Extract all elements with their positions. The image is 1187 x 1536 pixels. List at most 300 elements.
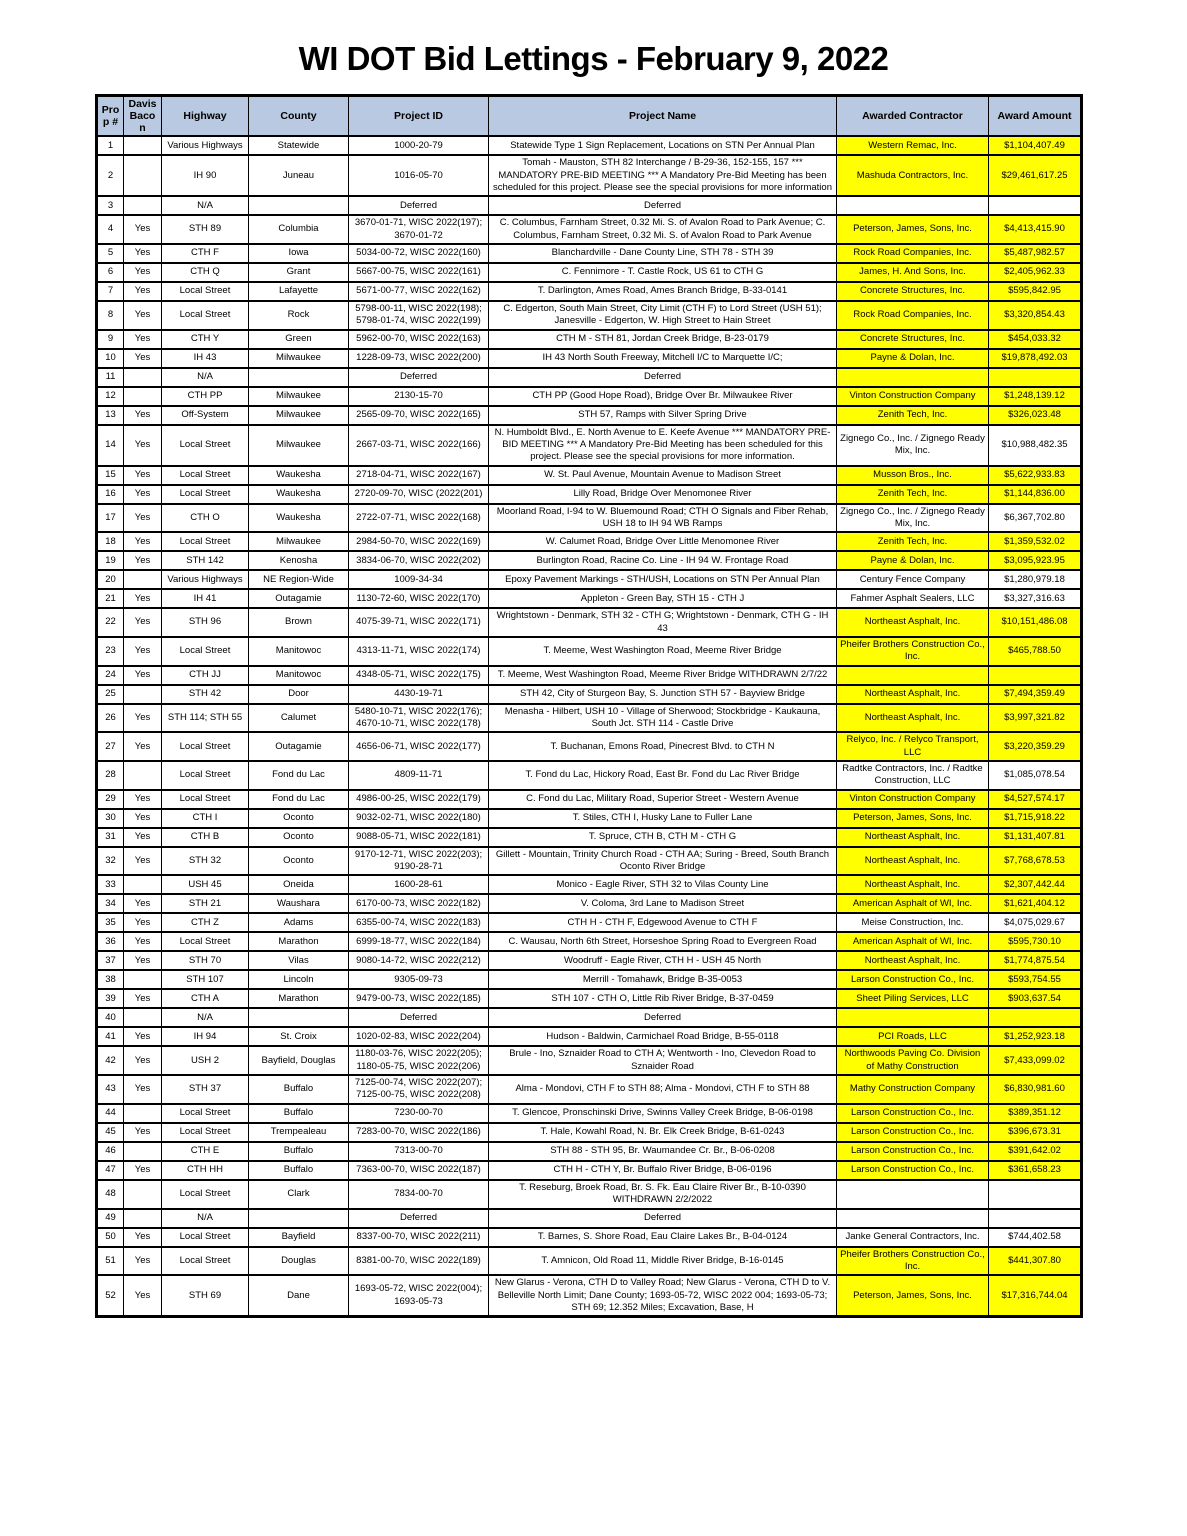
awarded-contractor-cell: Western Remac, Inc.	[837, 136, 989, 155]
highway-cell: STH 89	[162, 215, 249, 244]
county-cell: Fond du Lac	[249, 790, 349, 809]
award-amount-cell: $1,248,139.12	[989, 387, 1082, 406]
awarded-contractor-cell	[837, 368, 989, 387]
project-name-cell: C. Edgerton, South Main Street, City Limit (CTH F) to Lord Street (USH 51); Janesville - Edgerton, W. High Street to Hain Street	[489, 301, 837, 330]
award-amount-cell: $454,033.32	[989, 330, 1082, 349]
county-cell: Iowa	[249, 244, 349, 263]
project-id-cell: 9305-09-73	[349, 970, 489, 989]
award-amount-cell: $7,768,678.53	[989, 847, 1082, 876]
project-name-cell: STH 88 - STH 95, Br. Waumandee Cr. Br., B-06-0208	[489, 1142, 837, 1161]
award-amount-cell: $3,997,321.82	[989, 704, 1082, 733]
county-cell	[249, 196, 349, 215]
highway-cell: USH 45	[162, 875, 249, 894]
awarded-contractor-cell: Northeast Asphalt, Inc.	[837, 847, 989, 876]
awarded-contractor-cell: Fahmer Asphalt Sealers, LLC	[837, 589, 989, 608]
awarded-contractor-cell: Vinton Construction Company	[837, 790, 989, 809]
project-id-cell: Deferred	[349, 368, 489, 387]
awarded-contractor-cell: Rock Road Companies, Inc.	[837, 301, 989, 330]
project-name-cell: Deferred	[489, 196, 837, 215]
davis-bacon-cell: Yes	[124, 406, 162, 425]
project-name-cell: STH 42, City of Sturgeon Bay, S. Junction STH 57 - Bayview Bridge	[489, 685, 837, 704]
davis-bacon-cell: Yes	[124, 704, 162, 733]
project-name-cell: New Glarus - Verona, CTH D to Valley Road; New Glarus - Verona, CTH D to V. Belleville North Limit; Dane County; 1693-05-72, WISC 2022 004; 1693-05-73; STH 69; 12.352 Miles; Excavation, Base, H	[489, 1275, 837, 1317]
davis-bacon-cell: Yes	[124, 732, 162, 761]
project-name-cell: Tomah - Mauston, STH 82 Interchange / B-29-36, 152-155, 157 *** MANDATORY PRE-BID MEETING *** A Mandatory Pre-Bid Meeting has been scheduled for this project. Please see the special provisions for more information	[489, 155, 837, 196]
county-cell: Dane	[249, 1275, 349, 1317]
project-id-cell: 1693-05-72, WISC 2022(004); 1693-05-73	[349, 1275, 489, 1317]
county-cell: Trempealeau	[249, 1123, 349, 1142]
table-row	[97, 466, 1082, 485]
project-id-cell: 2565-09-70, WISC 2022(165)	[349, 406, 489, 425]
project-name-cell: T. Fond du Lac, Hickory Road, East Br. Fond du Lac River Bridge	[489, 761, 837, 790]
award-amount-cell: $5,487,982.57	[989, 244, 1082, 263]
highway-cell: CTH PP	[162, 387, 249, 406]
county-cell: Manitowoc	[249, 666, 349, 685]
table-row	[97, 828, 1082, 847]
awarded-contractor-cell	[837, 666, 989, 685]
project-name-cell: Merrill - Tomahawk, Bridge B-35-0053	[489, 970, 837, 989]
award-amount-cell: $2,307,442.44	[989, 875, 1082, 894]
award-amount-cell: $3,095,923.95	[989, 551, 1082, 570]
award-amount-cell: $17,316,744.04	[989, 1275, 1082, 1317]
award-amount-cell: $1,280,979.18	[989, 570, 1082, 589]
project-name-cell: T. Meeme, West Washington Road, Meeme River Bridge	[489, 637, 837, 666]
table-row	[97, 1142, 1082, 1161]
highway-cell: Local Street	[162, 1123, 249, 1142]
davis-bacon-cell: Yes	[124, 1228, 162, 1247]
project-id-cell: Deferred	[349, 1008, 489, 1027]
award-amount-cell: $441,307.80	[989, 1247, 1082, 1276]
awarded-contractor-cell: Peterson, James, Sons, Inc.	[837, 809, 989, 828]
table-row	[97, 196, 1082, 215]
project-name-cell: T. Glencoe, Pronschinski Drive, Swinns Valley Creek Bridge, B-06-0198	[489, 1104, 837, 1123]
project-id-cell: 5480-10-71, WISC 2022(176); 4670-10-71, WISC 2022(178)	[349, 704, 489, 733]
table-row	[97, 330, 1082, 349]
davis-bacon-cell: Yes	[124, 551, 162, 570]
awarded-contractor-cell: Larson Construction Co., Inc.	[837, 1123, 989, 1142]
highway-cell: CTH O	[162, 504, 249, 533]
prop-number-cell: 49	[97, 1209, 124, 1228]
prop-number-cell: 29	[97, 790, 124, 809]
project-id-cell: 1020-02-83, WISC 2022(204)	[349, 1027, 489, 1046]
awarded-contractor-cell: Larson Construction Co., Inc.	[837, 1161, 989, 1180]
county-cell: Marathon	[249, 989, 349, 1008]
davis-bacon-cell	[124, 1008, 162, 1027]
awarded-contractor-cell	[837, 1180, 989, 1209]
table-row	[97, 215, 1082, 244]
county-cell: Waukesha	[249, 485, 349, 504]
award-amount-cell: $1,085,078.54	[989, 761, 1082, 790]
project-id-cell: 1009-34-34	[349, 570, 489, 589]
project-id-cell: 2130-15-70	[349, 387, 489, 406]
prop-number-cell: 26	[97, 704, 124, 733]
table-row	[97, 932, 1082, 951]
highway-cell: STH 37	[162, 1075, 249, 1104]
project-name-cell: Statewide Type 1 Sign Replacement, Locations on STN Per Annual Plan	[489, 136, 837, 155]
awarded-contractor-cell: Payne & Dolan, Inc.	[837, 551, 989, 570]
table-row	[97, 847, 1082, 876]
project-id-cell: 2984-50-70, WISC 2022(169)	[349, 532, 489, 551]
prop-number-cell: 47	[97, 1161, 124, 1180]
table-row	[97, 1275, 1082, 1317]
project-name-cell: CTH M - STH 81, Jordan Creek Bridge, B-23-0179	[489, 330, 837, 349]
awarded-contractor-cell: Century Fence Company	[837, 570, 989, 589]
table-row	[97, 485, 1082, 504]
project-id-cell: 5798-00-11, WISC 2022(198); 5798-01-74, WISC 2022(199)	[349, 301, 489, 330]
awarded-contractor-cell: Northeast Asphalt, Inc.	[837, 875, 989, 894]
project-name-cell: Hudson - Baldwin, Carmichael Road Bridge, B-55-0118	[489, 1027, 837, 1046]
award-amount-cell: $396,673.31	[989, 1123, 1082, 1142]
award-amount-cell: $744,402.58	[989, 1228, 1082, 1247]
davis-bacon-cell: Yes	[124, 466, 162, 485]
highway-cell: Local Street	[162, 466, 249, 485]
table-row	[97, 1075, 1082, 1104]
award-amount-cell: $1,621,404.12	[989, 894, 1082, 913]
davis-bacon-cell: Yes	[124, 637, 162, 666]
project-name-cell: Wrightstown - Denmark, STH 32 - CTH G; Wrightstown - Denmark, CTH G - IH 43	[489, 608, 837, 637]
awarded-contractor-cell: Larson Construction Co., Inc.	[837, 1104, 989, 1123]
highway-cell: STH 114; STH 55	[162, 704, 249, 733]
highway-cell: Local Street	[162, 532, 249, 551]
awarded-contractor-cell: Northeast Asphalt, Inc.	[837, 828, 989, 847]
project-name-cell: Deferred	[489, 1209, 837, 1228]
county-cell: Buffalo	[249, 1142, 349, 1161]
county-cell: Brown	[249, 608, 349, 637]
awarded-contractor-cell: Zignego Co., Inc. / Zignego Ready Mix, Inc.	[837, 425, 989, 466]
highway-cell: STH 69	[162, 1275, 249, 1317]
highway-cell: CTH Q	[162, 263, 249, 282]
highway-cell: Local Street	[162, 932, 249, 951]
highway-cell: N/A	[162, 1008, 249, 1027]
award-amount-cell: $5,622,933.83	[989, 466, 1082, 485]
award-amount-cell: $1,774,875.54	[989, 951, 1082, 970]
highway-cell: CTH I	[162, 809, 249, 828]
prop-number-cell: 1	[97, 136, 124, 155]
davis-bacon-cell	[124, 155, 162, 196]
awarded-contractor-cell: Radtke Contractors, Inc. / Radtke Construction, LLC	[837, 761, 989, 790]
highway-cell: STH 21	[162, 894, 249, 913]
project-id-cell: Deferred	[349, 1209, 489, 1228]
project-id-cell: 6170-00-73, WISC 2022(182)	[349, 894, 489, 913]
project-name-cell: W. Calumet Road, Bridge Over Little Menomonee River	[489, 532, 837, 551]
highway-cell: Various Highways	[162, 570, 249, 589]
project-id-cell: Deferred	[349, 196, 489, 215]
county-cell	[249, 368, 349, 387]
prop-number-cell: 27	[97, 732, 124, 761]
project-id-cell: 1000-20-79	[349, 136, 489, 155]
award-amount-cell: $7,494,359.49	[989, 685, 1082, 704]
davis-bacon-cell: Yes	[124, 301, 162, 330]
project-id-cell: 5667-00-75, WISC 2022(161)	[349, 263, 489, 282]
award-amount-cell: $595,730.10	[989, 932, 1082, 951]
prop-number-cell: 40	[97, 1008, 124, 1027]
county-cell: Oneida	[249, 875, 349, 894]
prop-number-cell: 31	[97, 828, 124, 847]
project-id-cell: 4986-00-25, WISC 2022(179)	[349, 790, 489, 809]
davis-bacon-cell: Yes	[124, 1046, 162, 1075]
davis-bacon-cell	[124, 1142, 162, 1161]
county-cell: Rock	[249, 301, 349, 330]
project-name-cell: T. Barnes, S. Shore Road, Eau Claire Lakes Br., B-04-0124	[489, 1228, 837, 1247]
awarded-contractor-cell	[837, 1209, 989, 1228]
county-cell: Oconto	[249, 847, 349, 876]
awarded-contractor-cell: Concrete Structures, Inc.	[837, 282, 989, 301]
prop-number-cell: 15	[97, 466, 124, 485]
project-name-cell: Lilly Road, Bridge Over Menomonee River	[489, 485, 837, 504]
project-id-cell: 5962-00-70, WISC 2022(163)	[349, 330, 489, 349]
awarded-contractor-cell	[837, 196, 989, 215]
highway-cell: STH 32	[162, 847, 249, 876]
project-id-cell: 5671-00-77, WISC 2022(162)	[349, 282, 489, 301]
davis-bacon-cell: Yes	[124, 1247, 162, 1276]
prop-number-cell: 11	[97, 368, 124, 387]
county-cell	[249, 1008, 349, 1027]
awarded-contractor-cell: American Asphalt of WI, Inc.	[837, 894, 989, 913]
project-name-cell: T. Darlington, Ames Road, Ames Branch Bridge, B-33-0141	[489, 282, 837, 301]
county-cell: Lincoln	[249, 970, 349, 989]
table-row	[97, 989, 1082, 1008]
table-row	[97, 704, 1082, 733]
award-amount-cell: $595,842.95	[989, 282, 1082, 301]
highway-cell: Local Street	[162, 732, 249, 761]
prop-number-cell: 50	[97, 1228, 124, 1247]
award-amount-cell: $4,413,415.90	[989, 215, 1082, 244]
highway-cell: IH 90	[162, 155, 249, 196]
highway-cell: CTH HH	[162, 1161, 249, 1180]
table-row	[97, 1247, 1082, 1276]
davis-bacon-cell	[124, 970, 162, 989]
award-amount-cell: $10,988,482.35	[989, 425, 1082, 466]
award-amount-cell: $3,220,359.29	[989, 732, 1082, 761]
prop-number-cell: 39	[97, 989, 124, 1008]
highway-cell: CTH E	[162, 1142, 249, 1161]
bid-table-body	[97, 136, 1082, 1317]
highway-cell: Local Street	[162, 1247, 249, 1276]
project-id-cell: 7230-00-70	[349, 1104, 489, 1123]
county-cell: Vilas	[249, 951, 349, 970]
table-row	[97, 504, 1082, 533]
highway-cell: Local Street	[162, 761, 249, 790]
prop-number-cell: 21	[97, 589, 124, 608]
project-name-cell: CTH H - CTH F, Edgewood Avenue to CTH F	[489, 913, 837, 932]
prop-number-cell: 44	[97, 1104, 124, 1123]
highway-cell: N/A	[162, 368, 249, 387]
prop-number-cell: 35	[97, 913, 124, 932]
davis-bacon-cell: Yes	[124, 215, 162, 244]
prop-number-cell: 16	[97, 485, 124, 504]
davis-bacon-cell: Yes	[124, 349, 162, 368]
project-name-cell: Woodruff - Eagle River, CTH H - USH 45 North	[489, 951, 837, 970]
county-cell: Buffalo	[249, 1075, 349, 1104]
table-row	[97, 894, 1082, 913]
davis-bacon-cell: Yes	[124, 485, 162, 504]
davis-bacon-cell	[124, 1104, 162, 1123]
highway-cell: CTH JJ	[162, 666, 249, 685]
table-row	[97, 761, 1082, 790]
table-row	[97, 282, 1082, 301]
highway-cell: CTH Y	[162, 330, 249, 349]
project-id-cell: 2667-03-71, WISC 2022(166)	[349, 425, 489, 466]
prop-number-cell: 22	[97, 608, 124, 637]
project-id-cell: 2720-09-70, WISC (2022(201)	[349, 485, 489, 504]
county-cell: Fond du Lac	[249, 761, 349, 790]
awarded-contractor-cell: Zignego Co., Inc. / Zignego Ready Mix, Inc.	[837, 504, 989, 533]
project-name-cell: V. Coloma, 3rd Lane to Madison Street	[489, 894, 837, 913]
header-project-id: Project ID	[349, 96, 489, 137]
awarded-contractor-cell: Peterson, James, Sons, Inc.	[837, 215, 989, 244]
table-row	[97, 637, 1082, 666]
page-title: WI DOT Bid Lettings - February 9, 2022	[298, 40, 889, 77]
awarded-contractor-cell: Meise Construction, Inc.	[837, 913, 989, 932]
award-amount-cell	[989, 1209, 1082, 1228]
highway-cell: IH 43	[162, 349, 249, 368]
awarded-contractor-cell: Concrete Structures, Inc.	[837, 330, 989, 349]
davis-bacon-cell	[124, 136, 162, 155]
prop-number-cell: 23	[97, 637, 124, 666]
davis-bacon-cell: Yes	[124, 425, 162, 466]
project-id-cell: 1180-03-76, WISC 2022(205); 1180-05-75, WISC 2022(206)	[349, 1046, 489, 1075]
davis-bacon-cell: Yes	[124, 989, 162, 1008]
project-id-cell: 3834-06-70, WISC 2022(202)	[349, 551, 489, 570]
highway-cell: Local Street	[162, 282, 249, 301]
project-id-cell: 7834-00-70	[349, 1180, 489, 1209]
highway-cell: Various Highways	[162, 136, 249, 155]
prop-number-cell: 8	[97, 301, 124, 330]
county-cell: Milwaukee	[249, 387, 349, 406]
project-name-cell: CTH H - CTH Y, Br. Buffalo River Bridge, B-06-0196	[489, 1161, 837, 1180]
project-id-cell: 9080-14-72, WISC 2022(212)	[349, 951, 489, 970]
award-amount-cell	[989, 1180, 1082, 1209]
prop-number-cell: 10	[97, 349, 124, 368]
project-name-cell: T. Buchanan, Emons Road, Pinecrest Blvd. to CTH N	[489, 732, 837, 761]
awarded-contractor-cell: Vinton Construction Company	[837, 387, 989, 406]
county-cell: Outagamie	[249, 589, 349, 608]
davis-bacon-cell: Yes	[124, 666, 162, 685]
awarded-contractor-cell: Northeast Asphalt, Inc.	[837, 951, 989, 970]
davis-bacon-cell: Yes	[124, 894, 162, 913]
highway-cell: STH 70	[162, 951, 249, 970]
awarded-contractor-cell: Pheifer Brothers Construction Co., Inc.	[837, 1247, 989, 1276]
county-cell: Oconto	[249, 828, 349, 847]
header-project-name: Project Name	[489, 96, 837, 137]
award-amount-cell: $326,023.48	[989, 406, 1082, 425]
county-cell: Milwaukee	[249, 406, 349, 425]
project-name-cell: Brule - Ino, Sznaider Road to CTH A; Wentworth - Ino, Clevedon Road to Sznaider Road	[489, 1046, 837, 1075]
project-id-cell: 4656-06-71, WISC 2022(177)	[349, 732, 489, 761]
davis-bacon-cell	[124, 387, 162, 406]
prop-number-cell: 46	[97, 1142, 124, 1161]
project-id-cell: 7125-00-74, WISC 2022(207); 7125-00-75, WISC 2022(208)	[349, 1075, 489, 1104]
bid-lettings-table	[95, 94, 1083, 1318]
davis-bacon-cell	[124, 1209, 162, 1228]
project-name-cell: C. Fond du Lac, Military Road, Superior Street - Western Avenue	[489, 790, 837, 809]
davis-bacon-cell: Yes	[124, 790, 162, 809]
award-amount-cell: $4,075,029.67	[989, 913, 1082, 932]
project-id-cell: 8381-00-70, WISC 2022(189)	[349, 1247, 489, 1276]
project-id-cell: 4809-11-71	[349, 761, 489, 790]
header-prop-number: Pro p #	[97, 96, 124, 137]
awarded-contractor-cell: Zenith Tech, Inc.	[837, 532, 989, 551]
davis-bacon-cell: Yes	[124, 1027, 162, 1046]
highway-cell: IH 94	[162, 1027, 249, 1046]
table-row	[97, 1228, 1082, 1247]
county-cell: Waukesha	[249, 504, 349, 533]
header-county: County	[249, 96, 349, 137]
prop-number-cell: 41	[97, 1027, 124, 1046]
project-name-cell: Monico - Eagle River, STH 32 to Vilas County Line	[489, 875, 837, 894]
county-cell: Columbia	[249, 215, 349, 244]
davis-bacon-cell: Yes	[124, 589, 162, 608]
davis-bacon-cell: Yes	[124, 532, 162, 551]
highway-cell: Local Street	[162, 1104, 249, 1123]
awarded-contractor-cell: James, H. And Sons, Inc.	[837, 263, 989, 282]
award-amount-cell: $389,351.12	[989, 1104, 1082, 1123]
project-name-cell: T. Meeme, West Washington Road, Meeme River Bridge WITHDRAWN 2/7/22	[489, 666, 837, 685]
table-row	[97, 136, 1082, 155]
award-amount-cell: $19,878,492.03	[989, 349, 1082, 368]
award-amount-cell	[989, 666, 1082, 685]
county-cell: Green	[249, 330, 349, 349]
project-name-cell: Moorland Road, I-94 to W. Bluemound Road; CTH O Signals and Fiber Rehab, USH 18 to IH 94 WB Ramps	[489, 504, 837, 533]
project-name-cell: STH 57, Ramps with Silver Spring Drive	[489, 406, 837, 425]
prop-number-cell: 43	[97, 1075, 124, 1104]
project-id-cell: 1600-28-61	[349, 875, 489, 894]
awarded-contractor-cell: Northeast Asphalt, Inc.	[837, 685, 989, 704]
awarded-contractor-cell: Janke General Contractors, Inc.	[837, 1228, 989, 1247]
prop-number-cell: 33	[97, 875, 124, 894]
davis-bacon-cell	[124, 761, 162, 790]
highway-cell: N/A	[162, 196, 249, 215]
prop-number-cell: 4	[97, 215, 124, 244]
prop-number-cell: 9	[97, 330, 124, 349]
county-cell: Clark	[249, 1180, 349, 1209]
table-row	[97, 244, 1082, 263]
prop-number-cell: 48	[97, 1180, 124, 1209]
table-row	[97, 1161, 1082, 1180]
award-amount-cell: $391,642.02	[989, 1142, 1082, 1161]
prop-number-cell: 51	[97, 1247, 124, 1276]
table-row	[97, 666, 1082, 685]
awarded-contractor-cell: Sheet Piling Services, LLC	[837, 989, 989, 1008]
project-id-cell: 4348-05-71, WISC 2022(175)	[349, 666, 489, 685]
prop-number-cell: 42	[97, 1046, 124, 1075]
project-name-cell: T. Amnicon, Old Road 11, Middle River Bridge, B-16-0145	[489, 1247, 837, 1276]
project-id-cell: 6999-18-77, WISC 2022(184)	[349, 932, 489, 951]
header-highway: Highway	[162, 96, 249, 137]
table-row	[97, 406, 1082, 425]
project-id-cell: 7283-00-70, WISC 2022(186)	[349, 1123, 489, 1142]
highway-cell: STH 42	[162, 685, 249, 704]
award-amount-cell: $1,131,407.81	[989, 828, 1082, 847]
table-row	[97, 368, 1082, 387]
prop-number-cell: 32	[97, 847, 124, 876]
davis-bacon-cell: Yes	[124, 504, 162, 533]
award-amount-cell: $465,788.50	[989, 637, 1082, 666]
prop-number-cell: 18	[97, 532, 124, 551]
davis-bacon-cell	[124, 368, 162, 387]
project-id-cell: 3670-01-71, WISC 2022(197); 3670-01-72	[349, 215, 489, 244]
project-name-cell: Gillett - Mountain, Trinity Church Road - CTH AA; Suring - Breed, South Branch Oconto River Bridge	[489, 847, 837, 876]
prop-number-cell: 19	[97, 551, 124, 570]
table-row	[97, 301, 1082, 330]
award-amount-cell: $593,754.55	[989, 970, 1082, 989]
county-cell: Waushara	[249, 894, 349, 913]
project-name-cell: Menasha - Hilbert, USH 10 - Village of Sherwood; Stockbridge - Kaukauna, South Jct. STH 114 - Castle Drive	[489, 704, 837, 733]
header-davis-bacon: Davis Bacon	[124, 96, 162, 137]
awarded-contractor-cell: Musson Bros., Inc.	[837, 466, 989, 485]
project-id-cell: 9032-02-71, WISC 2022(180)	[349, 809, 489, 828]
davis-bacon-cell: Yes	[124, 608, 162, 637]
